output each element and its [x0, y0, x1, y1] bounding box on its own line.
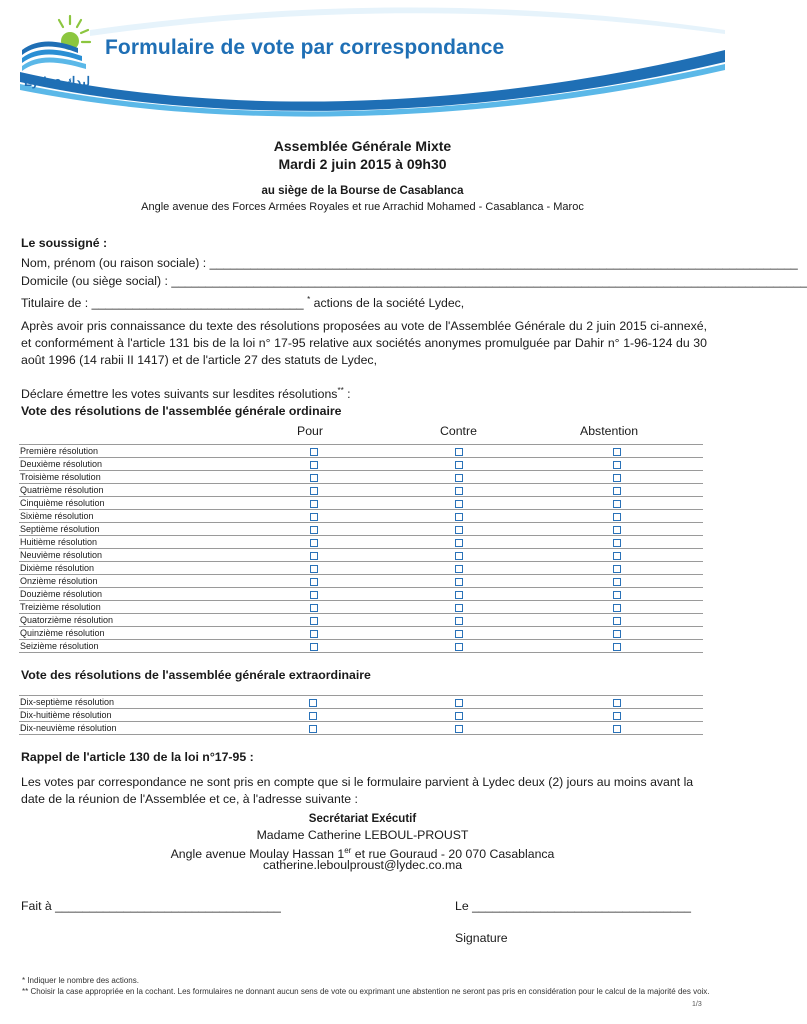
vote-cell-contre — [386, 536, 531, 549]
vote-cell-abstention — [531, 588, 703, 601]
vote-cell-contre — [386, 484, 531, 497]
checkbox-contre[interactable] — [455, 487, 463, 495]
resolution-label: Seizième résolution — [19, 640, 241, 653]
name-field[interactable]: Nom, prénom (ou raison sociale) : ______________________________________________________________________________________ — [21, 256, 798, 270]
checkbox-contre[interactable] — [455, 712, 463, 720]
resolution-label: Sixième résolution — [19, 510, 241, 523]
checkbox-abstention[interactable] — [613, 565, 621, 573]
signature-label: Signature — [455, 931, 508, 945]
resolution-row — [19, 458, 703, 471]
vote-cell-contre — [386, 696, 531, 709]
vote-cell-contre — [386, 588, 531, 601]
vote-cell-abstention — [531, 445, 703, 458]
vote-cell-abstention — [531, 640, 703, 653]
resolution-label: Onzième résolution — [19, 575, 241, 588]
contact-email[interactable]: catherine.leboulproust@lydec.co.ma — [262, 858, 463, 872]
resolution-row — [19, 445, 703, 458]
checkbox-pour[interactable] — [310, 578, 318, 586]
vote-cell-abstention — [531, 458, 703, 471]
resolution-row — [19, 510, 703, 523]
checkbox-contre[interactable] — [455, 500, 463, 508]
checkbox-abstention[interactable] — [613, 513, 621, 521]
checkbox-contre[interactable] — [455, 526, 463, 534]
checkbox-pour[interactable] — [310, 474, 318, 482]
checkbox-pour[interactable] — [309, 712, 317, 720]
vote-cell-pour — [241, 484, 386, 497]
resolution-label: Neuvième résolution — [19, 549, 241, 562]
checkbox-abstention[interactable] — [613, 712, 621, 720]
vote-cell-pour — [241, 536, 386, 549]
meeting-address: Angle avenue des Forces Armées Royales et rue Arrachid Mohamed - Casablanca - Maroc — [141, 201, 584, 213]
checkbox-pour[interactable] — [310, 526, 318, 534]
checkbox-contre[interactable] — [455, 461, 463, 469]
document-title: Formulaire de vote par correspondance — [105, 36, 505, 59]
resolution-label: Première résolution — [19, 445, 241, 458]
reminder-paragraph: Les votes par correspondance ne sont pris en compte que si le formulaire parvient à Lydec deux (2) jours au moins avant la date de la réunion de l'Assemblée et ce, à l'adresse suivante : — [21, 775, 694, 806]
checkbox-pour[interactable] — [310, 591, 318, 599]
checkbox-abstention[interactable] — [613, 630, 621, 638]
column-contre: Contre — [440, 424, 477, 438]
meeting-location: au siège de la Bourse de Casablanca — [261, 185, 464, 197]
checkbox-abstention[interactable] — [613, 487, 621, 495]
resolution-label: Dix-septième résolution — [19, 696, 241, 709]
checkbox-abstention[interactable] — [613, 643, 621, 651]
vote-cell-pour — [241, 627, 386, 640]
checkbox-abstention[interactable] — [613, 526, 621, 534]
resolution-row — [19, 722, 703, 735]
contact-name: Madame Catherine LEBOUL-PROUST — [256, 828, 469, 842]
column-abstention: Abstention — [580, 424, 639, 438]
vote-cell-abstention — [531, 484, 703, 497]
votes-declaration-text: Déclare émettre les votes suivants sur lesdites résolutions — [21, 387, 338, 402]
votes-declaration-colon: : — [343, 387, 351, 402]
meeting-title: Assemblée Générale Mixte — [273, 138, 452, 154]
vote-cell-abstention — [531, 536, 703, 549]
resolution-row — [19, 588, 703, 601]
vote-cell-pour — [241, 510, 386, 523]
checkbox-pour[interactable] — [310, 617, 318, 625]
vote-cell-pour — [241, 722, 386, 735]
resolution-row — [19, 627, 703, 640]
vote-cell-contre — [386, 640, 531, 653]
resolution-label: Deuxième résolution — [19, 458, 241, 471]
checkbox-abstention[interactable] — [613, 617, 621, 625]
vote-cell-contre — [386, 614, 531, 627]
vote-cell-pour — [241, 471, 386, 484]
vote-cell-abstention — [531, 696, 703, 709]
contact-address-end: et rue Gouraud - 20 070 Casablanca — [351, 847, 555, 862]
column-pour: Pour — [297, 424, 323, 438]
resolution-row — [19, 696, 703, 709]
vote-cell-contre — [386, 458, 531, 471]
checkbox-pour[interactable] — [310, 552, 318, 560]
lydec-logo — [18, 10, 98, 92]
checkbox-contre[interactable] — [455, 725, 463, 733]
vote-cell-contre — [386, 510, 531, 523]
vote-cell-abstention — [531, 709, 703, 722]
vote-cell-contre — [386, 497, 531, 510]
vote-cell-pour — [241, 588, 386, 601]
resolution-label: Septième résolution — [19, 523, 241, 536]
vote-cell-abstention — [531, 575, 703, 588]
votes-declaration — [21, 382, 351, 403]
vote-cell-pour — [241, 640, 386, 653]
checkbox-contre[interactable] — [455, 539, 463, 547]
vote-cell-abstention — [531, 722, 703, 735]
meeting-date: Mardi 2 juin 2015 à 09h30 — [278, 156, 447, 172]
ordinary-votes-table — [19, 444, 703, 653]
ordinary-heading: Vote des résolutions de l'assemblée générale ordinaire — [21, 404, 342, 418]
checkbox-pour[interactable] — [310, 630, 318, 638]
checkbox-pour[interactable] — [310, 539, 318, 547]
checkbox-pour[interactable] — [310, 643, 318, 651]
checkbox-contre[interactable] — [455, 565, 463, 573]
vote-cell-abstention — [531, 562, 703, 575]
resolution-row — [19, 471, 703, 484]
vote-cell-abstention — [531, 510, 703, 523]
resolution-label: Cinquième résolution — [19, 497, 241, 510]
contact-heading: Secrétariat Exécutif — [308, 813, 417, 825]
checkbox-pour[interactable] — [310, 604, 318, 612]
declaration-paragraph: Après avoir pris connaissance du texte des résolutions proposées au vote de l'Assemblée Générale du 2 juin 2015 ci-annexé, et conformément à l'article 131 bis de la loi n° 17-95 relative aux sociétés anonymes promulguée par Dahir n° 1-96-124 du 30 août 1996 (14 rabii II 1417) et de l'article 27 des statuts de Lydec, — [21, 319, 707, 367]
checkbox-contre[interactable] — [455, 591, 463, 599]
contact-address-start: Angle avenue Moulay Hassan 1 — [170, 847, 345, 862]
vote-cell-contre — [386, 575, 531, 588]
vote-cell-pour — [241, 445, 386, 458]
logo-sun-wave-icon — [18, 10, 98, 74]
vote-cell-contre — [386, 523, 531, 536]
vote-cell-contre — [386, 562, 531, 575]
resolution-label: Douzième résolution — [19, 588, 241, 601]
checkbox-abstention[interactable] — [613, 539, 621, 547]
extraordinary-votes-table — [19, 695, 703, 735]
vote-cell-contre — [386, 549, 531, 562]
vote-cell-contre — [386, 722, 531, 735]
resolution-row — [19, 709, 703, 722]
checkbox-contre[interactable] — [455, 474, 463, 482]
vote-cell-contre — [386, 445, 531, 458]
resolution-label: Troisième résolution — [19, 471, 241, 484]
vote-cell-pour — [241, 575, 386, 588]
checkbox-pour[interactable] — [310, 500, 318, 508]
resolution-label: Dixième résolution — [19, 562, 241, 575]
checkbox-pour[interactable] — [310, 448, 318, 456]
resolution-row — [19, 575, 703, 588]
shares-count-line: Titulaire de : _______________________________ — [21, 296, 304, 311]
vote-cell-abstention — [531, 549, 703, 562]
resolution-label: Dix-neuvième résolution — [19, 722, 241, 735]
footnote-checkbox: ** Choisir la case appropriée en la cochant. Les formulaires ne donnant aucun sens de vote ou exprimant une abstention ne seront pas pris en considération pour le calcul de la majorité des voix. — [22, 987, 710, 996]
vote-cell-pour — [241, 709, 386, 722]
domicile-field[interactable]: Domicile (ou siège social) : _____________________________________________________________________________________________ — [21, 274, 807, 288]
checkbox-abstention[interactable] — [613, 448, 621, 456]
resolution-row — [19, 523, 703, 536]
checkbox-pour[interactable] — [310, 513, 318, 521]
extraordinary-heading: Vote des résolutions de l'assemblée générale extraordinaire — [21, 668, 371, 682]
vote-cell-pour — [241, 614, 386, 627]
vote-cell-abstention — [531, 523, 703, 536]
place-field[interactable]: Fait à _________________________________ — [21, 899, 281, 913]
resolution-row — [19, 549, 703, 562]
checkbox-abstention[interactable] — [613, 552, 621, 560]
resolution-label: Huitième résolution — [19, 536, 241, 549]
vote-cell-pour — [241, 562, 386, 575]
footnote-shares: * Indiquer le nombre des actions. — [22, 976, 139, 985]
vote-cell-contre — [386, 709, 531, 722]
vote-cell-pour — [241, 497, 386, 510]
checkbox-contre[interactable] — [455, 513, 463, 521]
checkbox-abstention[interactable] — [613, 500, 621, 508]
vote-cell-pour — [241, 549, 386, 562]
shares-footnote-mark: * — [307, 295, 311, 304]
vote-cell-contre — [386, 601, 531, 614]
checkbox-contre[interactable] — [455, 617, 463, 625]
resolution-row — [19, 536, 703, 549]
resolution-row — [19, 601, 703, 614]
vote-cell-abstention — [531, 497, 703, 510]
resolution-label: Quinzième résolution — [19, 627, 241, 640]
vote-cell-abstention — [531, 601, 703, 614]
votes-footnote-mark: ** — [337, 386, 344, 395]
checkbox-abstention[interactable] — [613, 474, 621, 482]
checkbox-contre[interactable] — [455, 630, 463, 638]
vote-cell-pour — [241, 696, 386, 709]
checkbox-pour[interactable] — [310, 487, 318, 495]
vote-cell-pour — [241, 601, 386, 614]
checkbox-pour[interactable] — [310, 565, 318, 573]
checkbox-pour[interactable] — [309, 699, 317, 707]
resolution-label: Quatrième résolution — [19, 484, 241, 497]
reminder-heading: Rappel de l'article 130 de la loi n°17-95 : — [21, 750, 254, 764]
resolution-row — [19, 497, 703, 510]
vote-cell-pour — [241, 523, 386, 536]
vote-cell-abstention — [531, 627, 703, 640]
vote-cell-abstention — [531, 471, 703, 484]
checkbox-abstention[interactable] — [613, 699, 621, 707]
date-field[interactable]: Le ________________________________ — [455, 899, 691, 913]
resolution-row — [19, 614, 703, 627]
checkbox-contre[interactable] — [455, 578, 463, 586]
vote-cell-contre — [386, 627, 531, 640]
contact-address-sup: er — [344, 846, 352, 855]
checkbox-contre[interactable] — [455, 552, 463, 560]
checkbox-abstention[interactable] — [613, 578, 621, 586]
checkbox-abstention[interactable] — [613, 461, 621, 469]
checkbox-contre[interactable] — [455, 699, 463, 707]
checkbox-pour[interactable] — [310, 461, 318, 469]
page-number: 1/3 — [692, 1001, 702, 1008]
checkbox-contre[interactable] — [455, 643, 463, 651]
resolution-row — [19, 484, 703, 497]
checkbox-abstention[interactable] — [613, 604, 621, 612]
shares-field[interactable] — [21, 291, 464, 312]
undersigned-heading: Le soussigné : — [21, 236, 108, 250]
vote-cell-pour — [241, 458, 386, 471]
resolution-label: Quatorzième résolution — [19, 614, 241, 627]
resolution-label: Treizième résolution — [19, 601, 241, 614]
vote-cell-contre — [386, 471, 531, 484]
checkbox-abstention[interactable] — [613, 591, 621, 599]
checkbox-pour[interactable] — [309, 725, 317, 733]
shares-suffix: actions de la société Lydec, — [313, 296, 465, 311]
resolution-row — [19, 562, 703, 575]
logo-text: Lydec ليدك — [24, 74, 91, 89]
checkbox-contre[interactable] — [455, 448, 463, 456]
checkbox-abstention[interactable] — [613, 725, 621, 733]
checkbox-contre[interactable] — [455, 604, 463, 612]
vote-cell-abstention — [531, 614, 703, 627]
resolution-row — [19, 640, 703, 653]
resolution-label: Dix-huitième résolution — [19, 709, 241, 722]
